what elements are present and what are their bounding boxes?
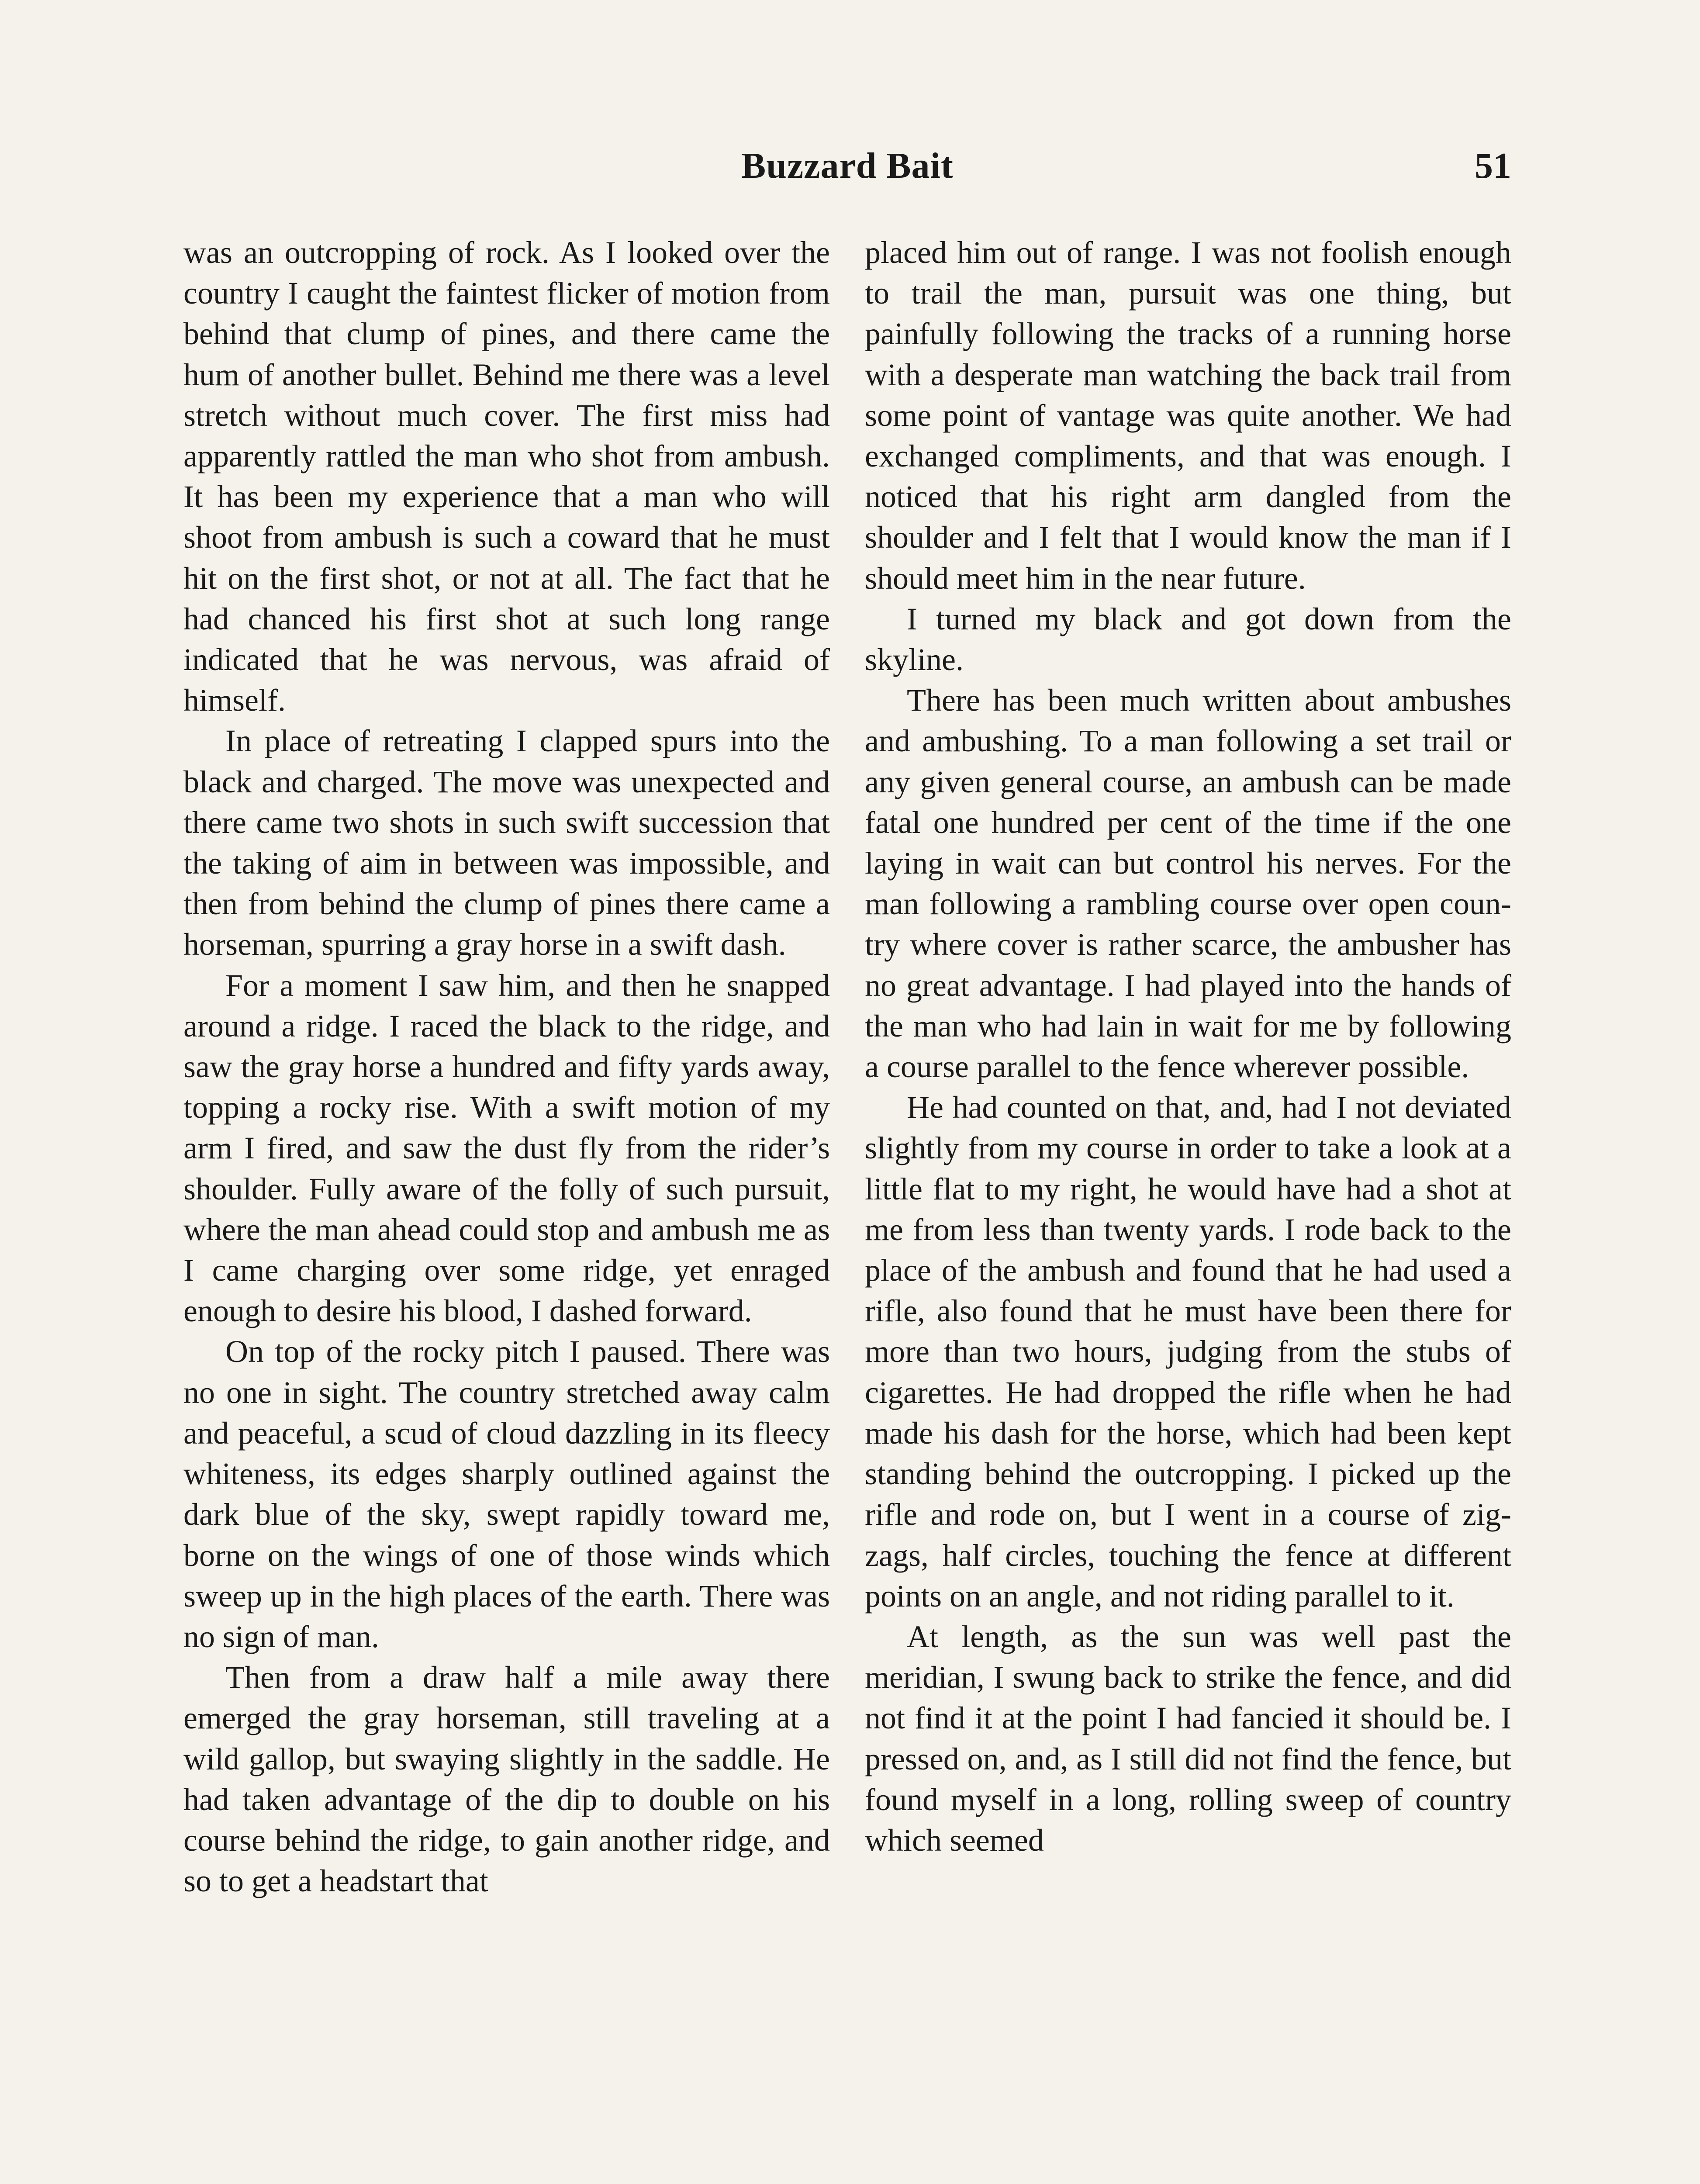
paragraph: was an outcropping of rock. As I looked over the country I caught the faintest flicker of motion from behind that clump of pines, and there came the hum of another bullet. Behind me there was a level stretch without much cover. The first miss had apparently rattled the man who shot from ambush. It has been my experience that a man who will shoot from ambush is such a coward that he must hit on the first shot, or not at all. The fact that he had chanced his first shot at such long range indicated that he was nervous, was afraid of himself. (183, 235, 830, 718)
page-header (183, 140, 1511, 201)
text-columns (183, 232, 1511, 2184)
left-column (183, 232, 830, 1901)
paragraph: He had counted on that, and, had I not deviated slightly from my course in order to take a look at a little flat to my right, he would have had a shot at me from less than twenty yards. I rode back to the place of the ambush and found that he had used a rifle, also found that he must have been there for more than two hours, judging from the stubs of cigarettes. He had dropped the rifle when he had made his dash for the horse, which had been kept standing behind the outcropping. I picked up the rifle and rode on, but I went in a course of zig-zags, half circles, touching the fence at different points on an angle, and not riding parallel to it. (865, 1090, 1511, 1614)
paragraph: There has been much written about ambushes and ambushing. To a man following a set trail or any given general course, an ambush can be made fatal one hundred per cent of the time if the one laying in wait can but control his nerves. For the man following a rambling course over open country where cover is rather scarce, the ambusher has no great advantage. I had played into the hands of the man who had lain in wait for me by following a course parallel to the fence wherever possible. (865, 683, 1511, 1085)
paragraph: placed him out of range. I was not foolish enough to trail the man, pursuit was one thing, but painfully following the tracks of a running horse with a desperate man watching the back trail from some point of vantage was quite another. We had exchanged compliments, and that was enough. I noticed that his right arm dangled from the shoulder and I felt that I would know the man if I should meet him in the near future. (865, 235, 1511, 596)
paragraph: Then from a draw half a mile away there emerged the gray horseman, still traveling at a wild gallop, but swaying slightly in the saddle. He had taken advantage of the dip to double on his course behind the ridge, to gain another ridge, and so to get a headstart that (183, 1660, 830, 1899)
page-number: 51 (1475, 145, 1511, 186)
running-title: Buzzard Bait (741, 145, 954, 186)
right-column (865, 232, 1511, 1861)
paragraph: For a moment I saw him, and then he snapped around a ridge. I raced the black to the ridge, and saw the gray horse a hundred and fifty yards away, topping a rocky rise. With a swift motion of my arm I fired, and saw the dust fly from the rider’s shoulder. Fully aware of the folly of such pursuit, where the man ahead could stop and ambush me as I came charging over some ridge, yet enraged enough to desire his blood, I dashed forward. (183, 968, 830, 1329)
paragraph: At length, as the sun was well past the meridian, I swung back to strike the fence, and did not find it at the point I had fancied it should be. I pressed on, and, as I still did not find the fence, but found myself in a long, rolling sweep of country which seemed (865, 1619, 1511, 1858)
paragraph: In place of retreating I clapped spurs into the black and charged. The move was unexpected and there came two shots in such swift succession that the taking of aim in between was impossible, and then from behind the clump of pines there came a horseman, spurring a gray horse in a swift dash. (183, 723, 830, 962)
paragraph: I turned my black and got down from the skyline. (865, 601, 1511, 677)
paragraph: On top of the rocky pitch I paused. There was no one in sight. The country stretched away calm and peaceful, a scud of cloud dazzling in its fleecy whiteness, its edges sharply outlined against the dark blue of the sky, swept rapidly toward me, borne on the wings of one of those winds which sweep up in the high places of the earth. There was no sign of man. (183, 1334, 830, 1654)
